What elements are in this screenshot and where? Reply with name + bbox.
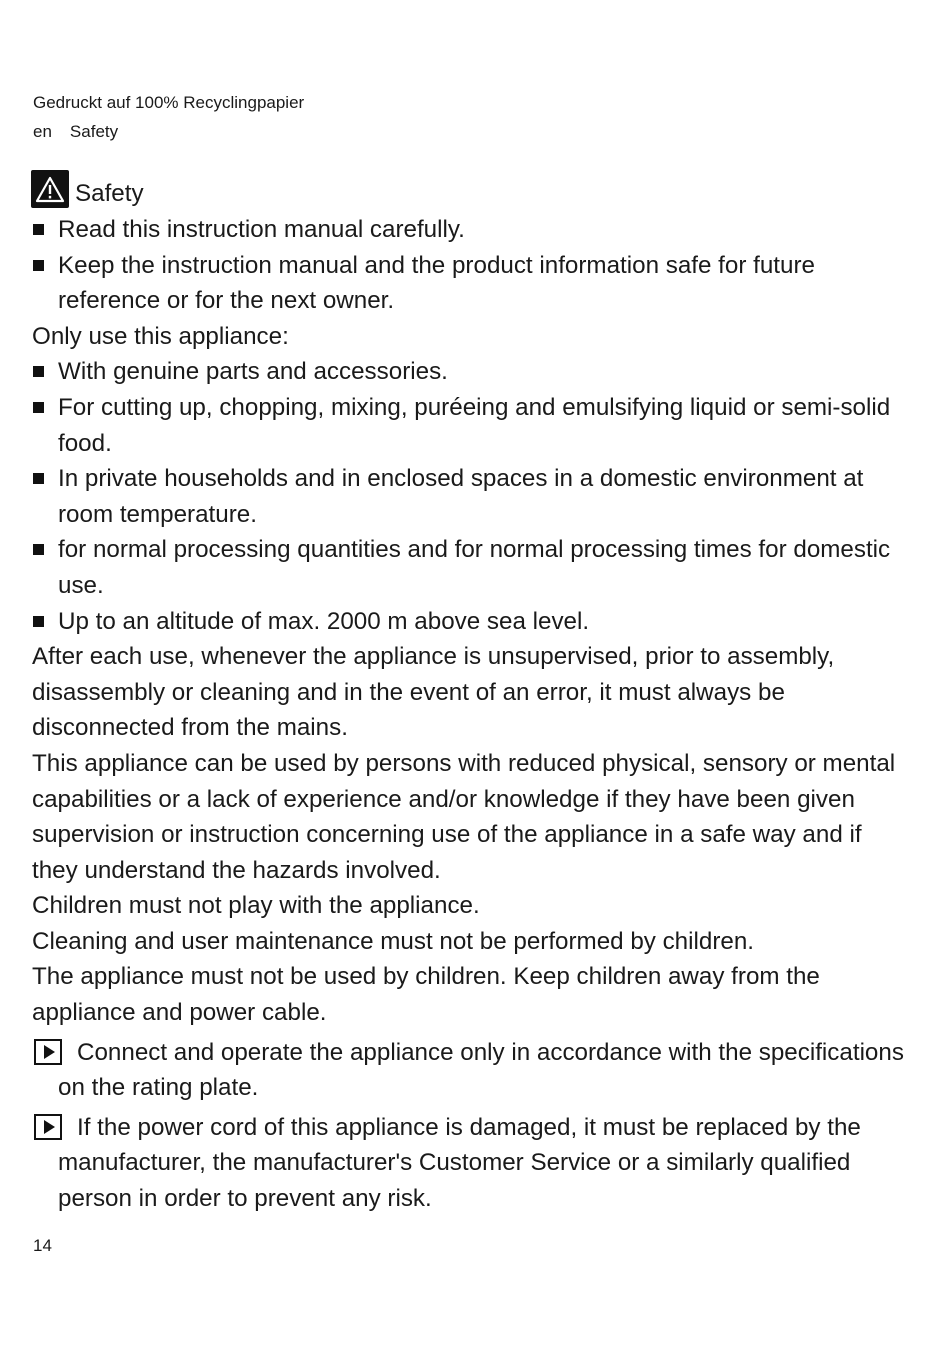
bullet-item <box>31 461 911 532</box>
square-bullet-icon <box>33 224 44 235</box>
safety-section <box>31 176 911 1217</box>
paragraph: After each use, whenever the appliance is unsupervised, prior to assembly, disassembly or cleaning and in the event of an error, it must always be disconnected from the mains. <box>32 643 835 742</box>
printed-note: Gedruckt auf 100% Recyclingpapier <box>33 93 305 112</box>
running-header <box>33 122 118 142</box>
square-bullet-icon <box>33 616 44 627</box>
bullet-text: for normal processing quantities and for normal processing times for domestic use. <box>58 536 891 599</box>
action-step <box>31 1110 911 1217</box>
header-section: Safety <box>69 122 119 141</box>
paragraph: Cleaning and user maintenance must not be performed by children. <box>32 927 755 955</box>
bullet-item <box>31 212 911 248</box>
action-step <box>31 1035 911 1106</box>
only-use-heading: Only use this appliance: <box>32 322 289 350</box>
section-title-text: Safety <box>75 180 144 207</box>
square-bullet-icon <box>33 473 44 484</box>
square-bullet-icon <box>33 544 44 555</box>
paragraph: Children must not play with the appliance. <box>32 892 480 920</box>
warning-triangle-icon <box>31 170 69 208</box>
bullet-text: Read this instruction manual carefully. <box>58 216 465 243</box>
play-arrow-icon <box>34 1039 62 1065</box>
bullet-text: With genuine parts and accessories. <box>58 358 448 386</box>
page-number: 14 <box>33 1236 52 1255</box>
bullet-item <box>31 532 911 603</box>
bullet-item <box>31 354 911 390</box>
paragraph: The appliance must not be used by children. Keep children away from the appliance and power cable. <box>32 963 820 1027</box>
section-title <box>31 176 911 212</box>
square-bullet-icon <box>33 366 44 377</box>
square-bullet-icon <box>33 402 44 413</box>
play-arrow-icon <box>34 1114 62 1140</box>
bullet-item <box>31 248 911 319</box>
bullet-item <box>31 390 911 461</box>
bullet-item <box>31 604 911 640</box>
bullet-text: For cutting up, chopping, mixing, puréeing and emulsifying liquid or semi-solid food. <box>58 393 891 457</box>
action-text: If the power cord of this appliance is damaged, it must be replaced by the manufacturer, the manufacturer's Customer Service or a similarly qualified person in order to prevent any risk. <box>58 1113 861 1213</box>
language-code: en <box>33 122 52 141</box>
bullet-text: Keep the instruction manual and the product information safe for future reference or for the next owner. <box>58 251 815 315</box>
bullet-text: In private households and in enclosed spaces in a domestic environment at room temperature. <box>58 465 864 528</box>
paragraph: This appliance can be used by persons with reduced physical, sensory or mental capabilities or a lack of experience and/or knowledge if they have been given supervision or instruction concerning use of the appliance in a safe way and if they understand the hazards involved. <box>32 749 896 884</box>
action-text: Connect and operate the appliance only in accordance with the specifications on the rating plate. <box>58 1038 904 1102</box>
square-bullet-icon <box>33 260 44 271</box>
bullet-text: Up to an altitude of max. 2000 m above sea level. <box>58 607 590 635</box>
